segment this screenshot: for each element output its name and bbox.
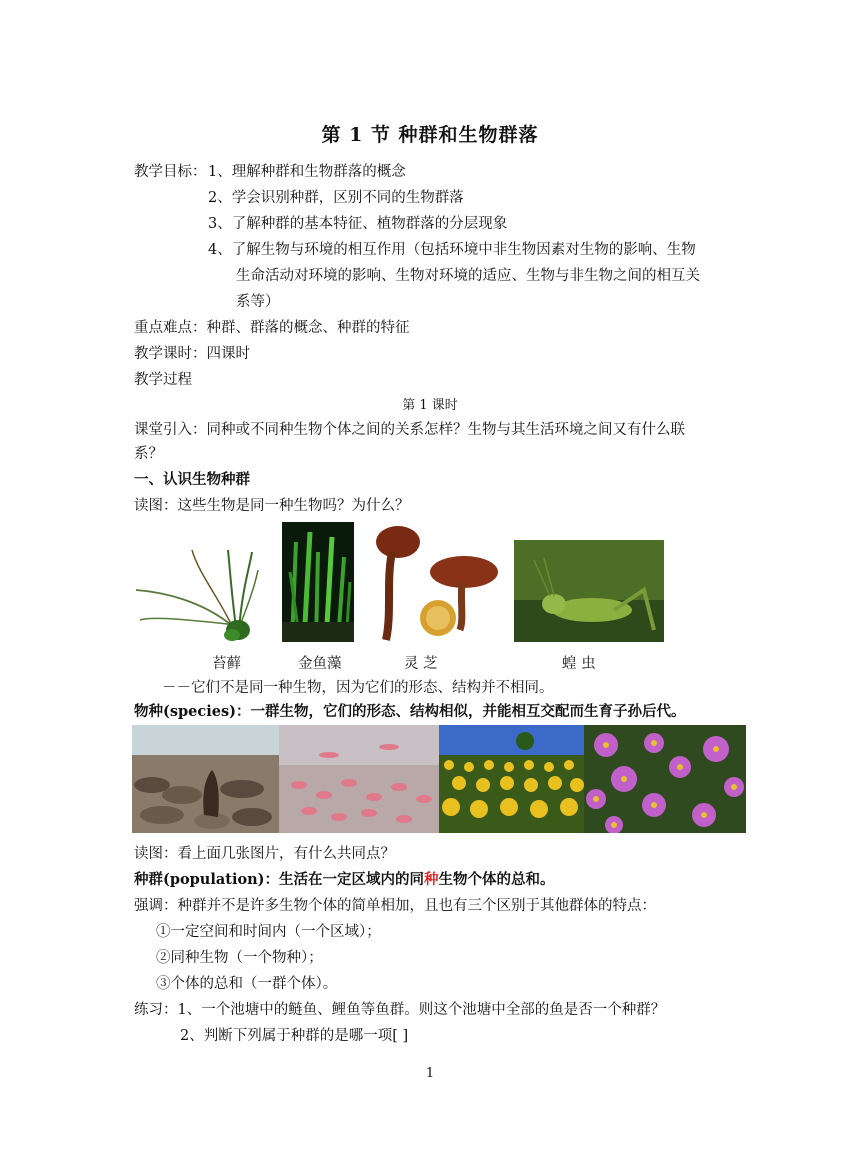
grasshopper-image xyxy=(514,540,664,642)
moss-image xyxy=(132,530,262,642)
population-definition xyxy=(134,870,555,890)
objective-item: 系等） xyxy=(236,294,280,310)
objective-item: 3、了解种群的基本特征、植物群落的分层现象 xyxy=(208,216,508,232)
objective-item: 1、理解种群和生物群落的概念 xyxy=(208,164,406,180)
page-number: 1 xyxy=(425,1066,435,1081)
lingzhi-image xyxy=(372,522,500,642)
intro-text-cont: 系？ xyxy=(134,446,163,462)
asters-image xyxy=(584,725,746,833)
objective-item: 生命活动对环境的影响、生物对环境的适应、生物与非生物之间的相互关 xyxy=(236,268,700,284)
intro-text: 课堂引入：同种或不同种生物个体之间的关系怎样？生物与其生活环境之间又有什么联 xyxy=(134,422,685,438)
caption-hornwort: 金鱼藻 xyxy=(298,656,342,672)
caption-lingzhi: 灵 芝 xyxy=(404,656,438,672)
read-prompt: 读图：这些生物是同一种生物吗？为什么？ xyxy=(134,498,410,514)
objective-item: 2、学会识别种群，区别不同的生物群落 xyxy=(208,190,464,206)
population-pre: 种群(population)：生活在一定区域内的同 xyxy=(134,871,425,888)
exercise-1: 练习：1、一个池塘中的鲢鱼、鲤鱼等鱼群。则这个池塘中全部的鱼是否一个种群？ xyxy=(134,1002,666,1018)
population-highlight: 种 xyxy=(424,871,439,888)
class-hours: 教学课时：四课时 xyxy=(134,346,250,362)
population-post: 生物个体的总和。 xyxy=(438,871,555,888)
read-prompt-2: 读图：看上面几张图片，有什么共同点？ xyxy=(134,846,395,862)
page-title: 第 1 节 种群和生物群落 xyxy=(321,124,539,146)
caption-moss: 苔藓 xyxy=(212,656,241,672)
feature-item: ①一定空间和时间内（一个区域）； xyxy=(156,924,381,940)
flamingos-image xyxy=(279,725,439,833)
caption-grasshopper: 蝗 虫 xyxy=(562,656,596,672)
process-heading: 教学过程 xyxy=(134,372,192,388)
objective-item: 4、了解生物与环境的相互作用（包括环境中非生物因素对生物的影响、生物 xyxy=(208,242,696,258)
lesson-heading: 第 1 课时 xyxy=(402,398,458,413)
species-definition xyxy=(134,702,685,722)
key-points: 重点难点：种群、群落的概念、种群的特征 xyxy=(134,320,410,336)
feature-item: ②同种生物（一个物种）； xyxy=(156,950,323,966)
feature-item: ③个体的总和（一群个体）。 xyxy=(156,976,338,992)
hornwort-image xyxy=(282,522,354,642)
answer-text: －－它们不是同一种生物，因为它们的形态、结构并不相同。 xyxy=(162,680,554,696)
sunflowers-image xyxy=(439,725,584,833)
species-def: 一群生物，它们的形态、结构相似，并能相互交配而生育子孙后代。 xyxy=(250,703,686,720)
seals-image xyxy=(132,725,279,833)
emphasis-text: 强调：种群并不是许多生物个体的简单相加，且也有三个区别于其他群体的特点： xyxy=(134,898,656,914)
exercise-2: 2、判断下列属于种群的是哪一项[ ] xyxy=(180,1028,409,1044)
species-label: 物种(species)： xyxy=(134,703,251,720)
objectives-label: 教学目标： xyxy=(134,164,207,180)
section-heading: 一、认识生物种群 xyxy=(134,471,250,488)
